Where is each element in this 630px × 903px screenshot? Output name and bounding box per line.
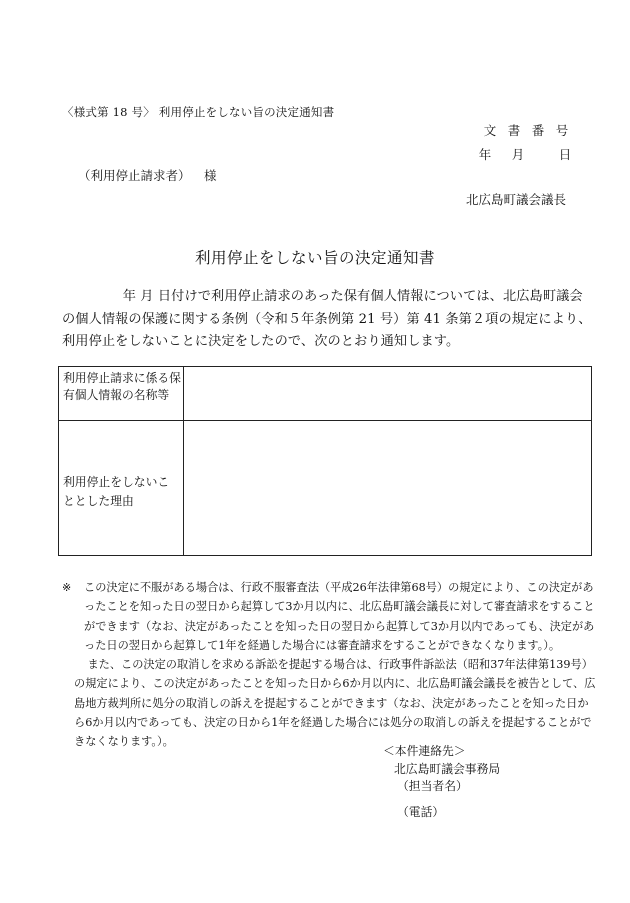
- form-number: 〈様式第 18 号〉 利用停止をしない旨の決定通知書: [62, 105, 335, 119]
- row1-value: [189, 371, 585, 415]
- doc-number-char: 書: [507, 123, 521, 138]
- appeal-note: [62, 578, 598, 752]
- row1-label: 利用停止請求に係る保有個人情報の名称等: [63, 371, 181, 402]
- date-label: [478, 145, 586, 163]
- contact-person: （担当者名）: [397, 779, 468, 793]
- honorific: 様: [204, 168, 217, 183]
- decision-table: [58, 366, 592, 556]
- note-paragraph-lawsuit: また、この決定の取消しを求める訴訟を提起する場合は、行政事件訴訟法（昭和37年法律第139号）の規定により、この決定があったことを知った日から6か月以内に、北広島町議会議長を被告として、広島地方裁判所に処分の取消しの訴えを提起することができます（なお、決定があったことを知った日から6か月以内であっても、決定の日から1年を経過した場合には処分の取消しの訴えを提起することができなくなります。）。: [74, 658, 596, 749]
- table-divider-vertical: [183, 367, 184, 555]
- body-paragraph: 年 月 日付けで利用停止請求のあった保有個人情報については、北広島町議会の個人情報の保護に関する条例（令和５年条例第 21 号）第 41 条第２項の規定により、利用停止をしないことに決定をしたので、次のとおり通知します。: [62, 289, 592, 349]
- contact-heading: ＜本件連絡先＞: [383, 744, 466, 758]
- sender-name: 北広島町議会議長: [466, 192, 567, 207]
- contact-office: 北広島町議会事務局: [394, 761, 501, 776]
- doc-number-char: 号: [555, 123, 569, 138]
- row2-value: [189, 425, 585, 549]
- doc-number-char: 文: [483, 123, 497, 138]
- date-year: 年: [478, 147, 492, 162]
- document-title: 利用停止をしない旨の決定通知書: [194, 249, 435, 267]
- doc-number-char: 番: [531, 123, 545, 138]
- note-paragraph-appeal: この決定に不服がある場合は、行政不服審査法（平成26年法律第68号）の規定により、この決定があったことを知った日の翌日から起算して3か月以内に、北広島町議会議長に対して審査請求をすることができます（なお、決定があったことを知った日の翌日から起算して3か月以内であっても、決定があった日の翌日から起算して1年を経過した場合には審査請求をすることができなくなります。）。: [84, 581, 595, 652]
- row2-label: 利用停止をしないこととした理由: [63, 475, 170, 508]
- contact-block: [383, 743, 500, 821]
- document-number-label: [478, 121, 574, 139]
- table-divider-horizontal: [59, 420, 591, 421]
- contact-phone: （電話）: [397, 804, 445, 819]
- date-month: 月: [511, 147, 525, 162]
- note-mark: ※: [62, 581, 72, 594]
- recipient-label: （利用停止請求者）: [78, 168, 191, 183]
- date-day: 日: [558, 147, 572, 162]
